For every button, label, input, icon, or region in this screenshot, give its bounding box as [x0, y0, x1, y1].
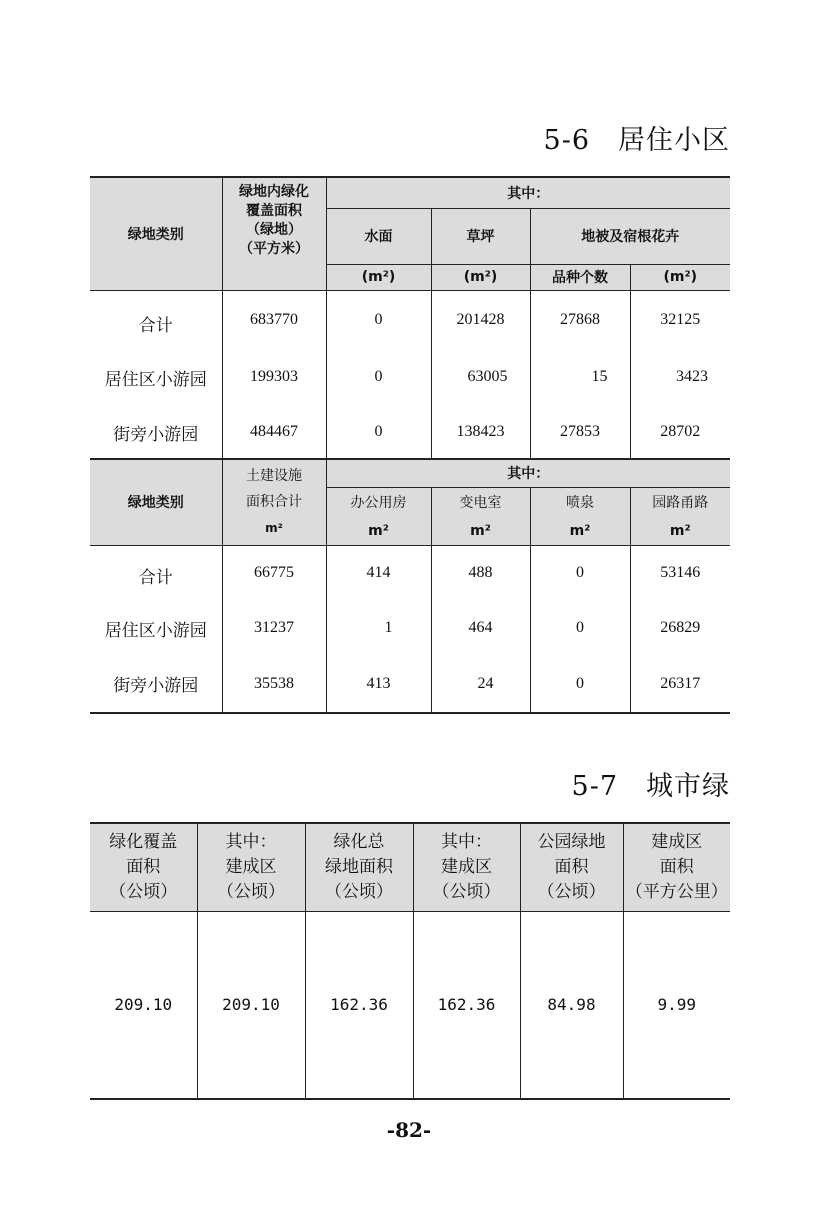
header-line: （平方公里） [625, 881, 728, 902]
header-built-up-green [413, 823, 520, 911]
header-line: 绿化总 [333, 831, 385, 852]
header-facility-line-2: 面积合计 [246, 494, 302, 511]
header-facility-area [222, 459, 326, 545]
cell-lawn: 63005 [431, 350, 530, 404]
unit-species-count: 品种个数 [530, 264, 630, 290]
header-line: 建成区 [651, 831, 703, 852]
cell-value: 209.10 [90, 911, 197, 1099]
cell-substation: 488 [431, 545, 530, 601]
unit-lawn: (m²) [431, 264, 530, 290]
header-line: 面积 [554, 856, 589, 877]
header-line: 公园绿地 [537, 831, 606, 852]
header-facility-unit: m² [265, 521, 283, 536]
cell-office: 1 [326, 601, 431, 655]
header-water: 水面 [326, 208, 431, 264]
header-paths: 园路甬路 [630, 487, 730, 517]
header-category: 绿地类别 [90, 177, 222, 290]
table-row [90, 655, 730, 713]
header-line: 绿地面积 [325, 856, 393, 877]
cell-groundcover: 3423 [630, 350, 730, 404]
header-line: 其中： [441, 831, 492, 852]
table-row [90, 404, 730, 460]
header-line: （公顷） [325, 881, 393, 902]
cell-total: 35538 [222, 655, 326, 713]
header-line: 建成区 [225, 856, 277, 877]
table-row [90, 545, 730, 601]
header-office: 办公用房 [326, 487, 431, 517]
header-line: （公顷） [432, 881, 501, 902]
header-built-up-area [623, 823, 730, 911]
cell-water: 0 [326, 290, 431, 350]
table-row [90, 350, 730, 404]
cell-area: 683770 [222, 290, 326, 350]
table-row [90, 290, 730, 350]
header-facility-line-1: 土建设施 [246, 468, 302, 485]
unit-water: (m²) [326, 264, 431, 290]
cell-paths: 53146 [630, 545, 730, 601]
cell-fountain: 0 [530, 601, 630, 655]
header-group-among: 其中： [326, 459, 730, 487]
cell-fountain: 0 [530, 545, 630, 601]
cell-species: 27868 [530, 290, 630, 350]
table-facilities [90, 458, 730, 714]
cell-fountain: 0 [530, 655, 630, 713]
table-city-greening [90, 822, 730, 1100]
row-category: 居住区小游园 [104, 369, 207, 390]
header-group-among: 其中： [326, 177, 730, 208]
cell-total: 31237 [222, 601, 326, 655]
row-category: 街旁小游园 [90, 655, 222, 713]
cell-paths: 26829 [630, 601, 730, 655]
cell-groundcover: 32125 [630, 290, 730, 350]
cell-lawn: 138423 [431, 404, 530, 460]
header-line: （公顷） [109, 881, 178, 902]
unit-fountain: m² [530, 517, 630, 545]
header-fountain: 喷泉 [530, 487, 630, 517]
row-category: 合计 [138, 315, 173, 336]
table-row [90, 911, 730, 1099]
table-row [90, 601, 730, 655]
header-line: 绿化覆盖 [109, 831, 178, 852]
table-greening-coverage [90, 176, 730, 460]
cell-value: 84.98 [520, 911, 623, 1099]
header-lawn: 草坪 [431, 208, 530, 264]
header-line: 其中： [225, 831, 277, 852]
header-coverage-area [90, 823, 197, 911]
header-line: 面积 [659, 856, 694, 877]
row-category: 合计 [138, 567, 173, 588]
unit-groundcover: (m²) [630, 264, 730, 290]
cell-paths: 26317 [630, 655, 730, 713]
cell-total: 66775 [222, 545, 326, 601]
header-coverage-area [222, 177, 326, 264]
header-substation: 变电室 [431, 487, 530, 517]
cell-area: 199303 [222, 350, 326, 404]
cell-water: 0 [326, 404, 431, 460]
header-line: 面积 [126, 856, 161, 877]
cell-office: 414 [326, 545, 431, 601]
header-line: （公顷） [537, 881, 606, 902]
header-park-green-area [520, 823, 623, 911]
unit-paths: m² [630, 517, 730, 545]
header-coverage-unit-spacer [222, 264, 326, 290]
cell-value: 9.99 [623, 911, 730, 1099]
cell-species: 15 [530, 350, 630, 404]
unit-office: m² [326, 517, 431, 545]
cell-lawn: 201428 [431, 290, 530, 350]
header-line: （公顷） [217, 881, 285, 902]
page-number: -82- [386, 1118, 432, 1142]
cell-substation: 464 [431, 601, 530, 655]
cell-value: 162.36 [305, 911, 413, 1099]
header-built-up-coverage [197, 823, 305, 911]
row-category: 街旁小游园 [113, 424, 199, 445]
row-category: 居住区小游园 [104, 620, 207, 641]
cell-area: 484467 [222, 404, 326, 460]
header-coverage-line-4: （平方米） [239, 241, 309, 257]
header-category: 绿地类别 [90, 459, 222, 545]
cell-value: 209.10 [197, 911, 305, 1099]
cell-value: 162.36 [413, 911, 520, 1099]
section-title-5-6: 5-6 居住小区 [543, 125, 730, 156]
header-coverage-line-2: 覆盖面积 [246, 203, 302, 219]
header-groundcover: 地被及宿根花卉 [530, 208, 730, 264]
cell-office: 413 [326, 655, 431, 713]
cell-substation: 24 [431, 655, 530, 713]
cell-water: 0 [326, 350, 431, 404]
header-coverage-line-3: （绿地） [246, 222, 302, 238]
header-total-green-area [305, 823, 413, 911]
unit-substation: m² [431, 517, 530, 545]
cell-groundcover: 28702 [630, 404, 730, 460]
cell-species: 27853 [530, 404, 630, 460]
section-title-5-7: 5-7 城市绿 [571, 771, 730, 802]
header-coverage-line-1: 绿地内绿化 [239, 184, 309, 200]
header-line: 建成区 [441, 856, 492, 877]
